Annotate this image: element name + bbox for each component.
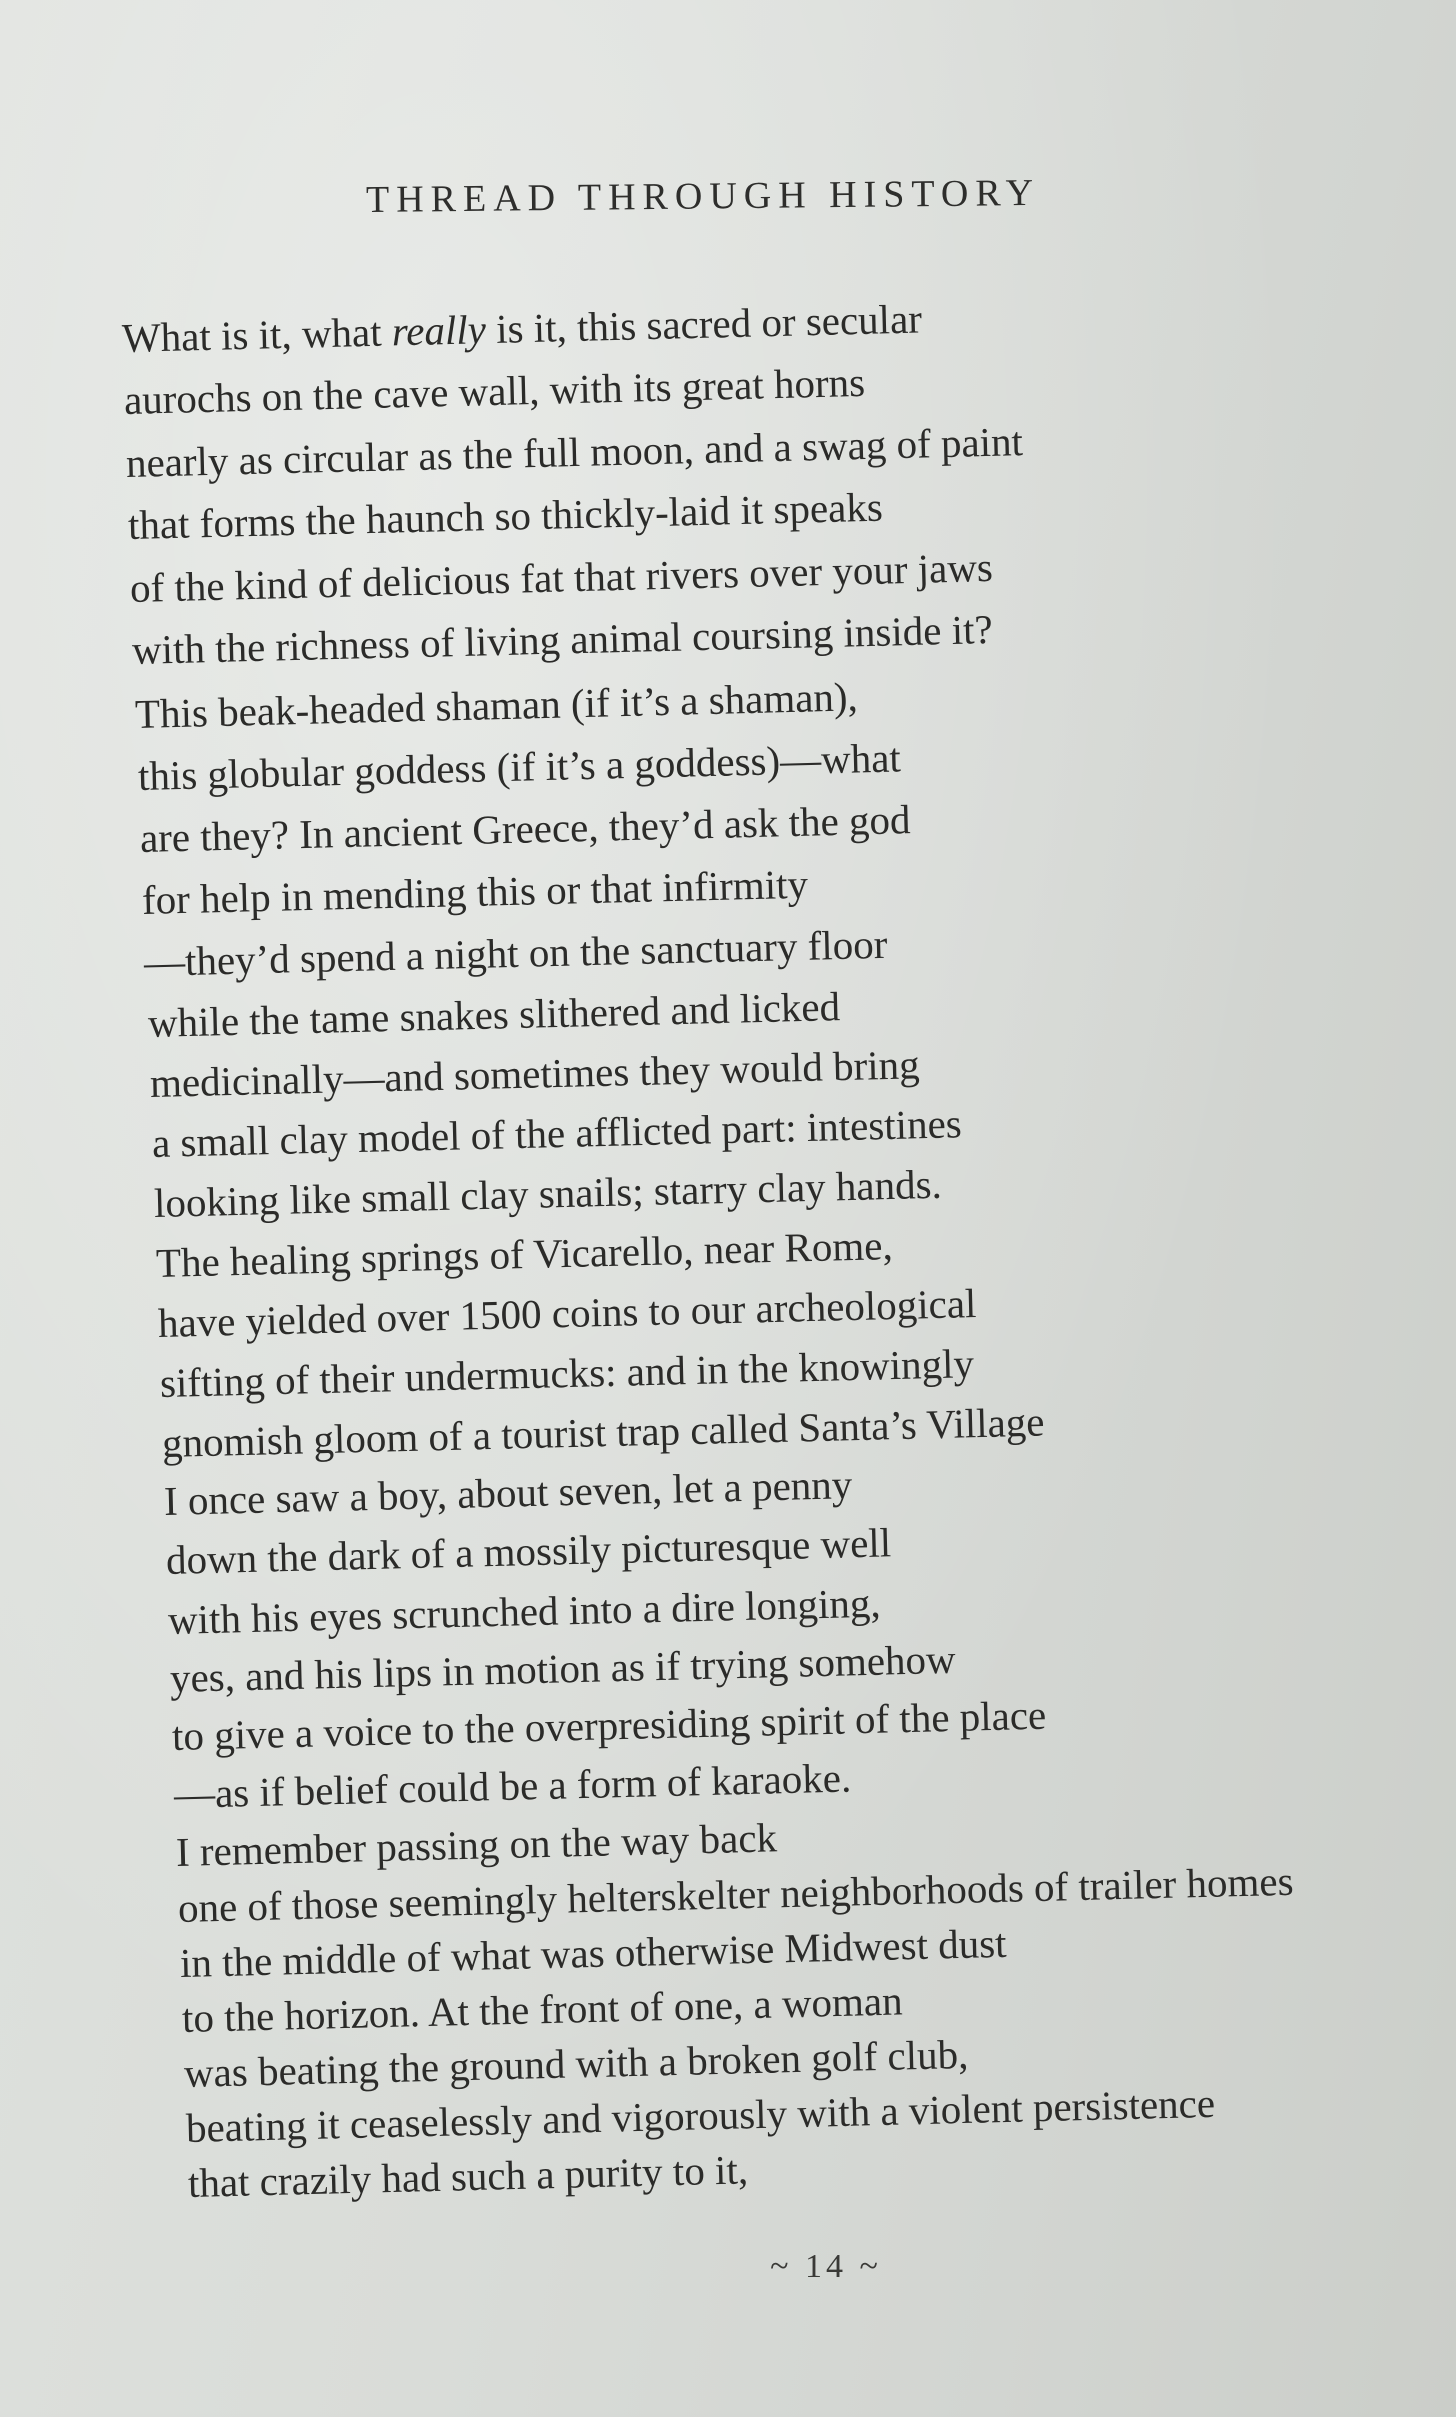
poem-line-27: one of those seemingly helterskelter neighborhoods of trailer homes <box>177 1857 1295 1931</box>
poem-line-11: —they’d spend a night on the sanctuary floor <box>143 920 888 985</box>
page-number: ~ 14 ~ <box>770 2248 882 2285</box>
poem-line-2: aurochs on the cave wall, with its great horns <box>123 358 866 423</box>
poem-line-7: This beak-headed shaman (if it’s a shaman), <box>134 673 859 737</box>
poem-line-22: with his eyes scrunched into a dire longing, <box>167 1579 882 1643</box>
poem-line-24: to give a voice to the overpresiding spirit of the place <box>171 1691 1047 1759</box>
poem-line-26: I remember passing on the way back <box>175 1814 778 1875</box>
poem-line-9: are they? In ancient Greece, they’d ask the god <box>139 796 911 861</box>
poem-line-13: medicinally—and sometimes they would bring <box>149 1041 921 1106</box>
poem-line-31: beating it ceaselessly and vigorously with a violent persistence <box>185 2079 1216 2151</box>
poem-line-3: nearly as circular as the full moon, and a swag of paint <box>125 418 1024 486</box>
poem-line-19: gnomish gloom of a tourist trap called Santa’s Village <box>161 1398 1045 1466</box>
poem-line-1-italic: really <box>391 306 487 355</box>
poem-line-6: with the richness of living animal coursing inside it? <box>131 605 994 673</box>
poem-line-14: a small clay model of the afflicted part: intestines <box>151 1100 963 1166</box>
poem-line-1-end: is it, this sacred or secular <box>485 295 923 353</box>
poem-line-30: was beating the ground with a broken golf club, <box>183 2030 969 2096</box>
poem-line-16: The healing springs of Vicarello, near Rome, <box>155 1222 894 1286</box>
poem-line-23: yes, and his lips in motion as if trying somehow <box>169 1635 957 1701</box>
poem-line-8: this globular goddess (if it’s a goddess)—what <box>137 734 902 799</box>
poem-line-12: while the tame snakes slithered and licked <box>147 983 841 1046</box>
poem-line-20: I once saw a boy, about seven, let a penny <box>163 1461 853 1524</box>
running-head: THREAD THROUGH HISTORY <box>365 171 1041 221</box>
poem-line-10: for help in mending this or that infirmity <box>141 860 809 923</box>
poem-line-4: that forms the haunch so thickly-laid it speaks <box>127 483 884 548</box>
poem-line-29: to the horizon. At the front of one, a woman <box>181 1977 904 2041</box>
poem-line-25: —as if belief could be a form of karaoke. <box>173 1754 852 1817</box>
poem-line-17: have yielded over 1500 coins to our archeological <box>157 1280 977 1346</box>
poem-line-15: looking like small clay snails; starry clay hands. <box>153 1160 943 1226</box>
poem-line-5: of the kind of delicious fat that rivers over your jaws <box>129 543 994 611</box>
poem-line-18: sifting of their undermucks: and in the knowingly <box>159 1340 975 1406</box>
poem-line-28: in the middle of what was otherwise Midwest dust <box>179 1919 1008 1986</box>
poem-line-1-start: What is it, what <box>121 308 393 361</box>
poem-line-21: down the dark of a mossily picturesque well <box>165 1519 892 1583</box>
poem-line-32: that crazily had such a purity to it, <box>187 2146 749 2206</box>
poem-line-1 <box>121 295 923 361</box>
